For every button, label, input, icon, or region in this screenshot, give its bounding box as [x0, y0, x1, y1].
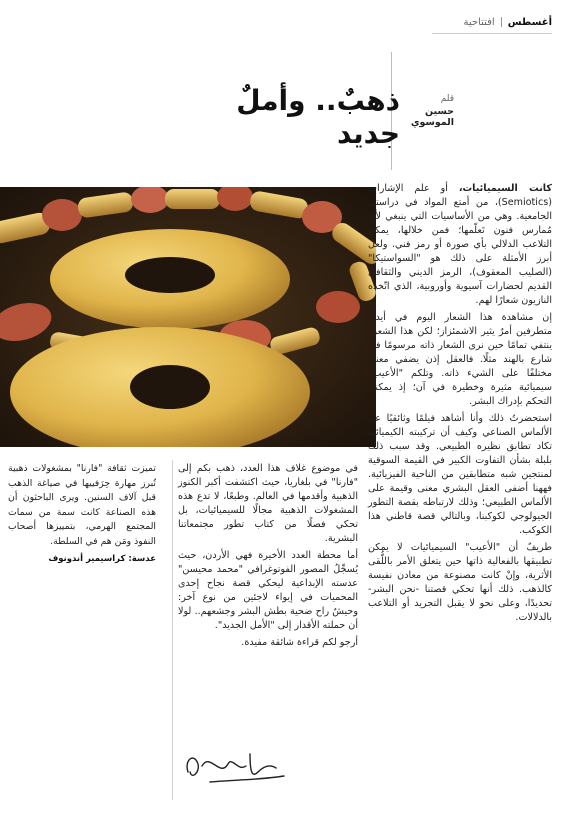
- author-byline: [394, 94, 454, 128]
- author-name: حسين الموسوي: [410, 106, 454, 128]
- paragraph-4: طريفٌ أن "الأعيب" السيميائيات لا يمكن تطبيقها بالفعالية ذاتها حين يتعلق الأمر باللُّقى الأثرية، وإنْ كانت مصنوعة من معادن نفيسة كالذهب. ذلك أنها تحكي قصتنا -نحن البشر- تحديدًا، وعلى نحو لا يقبل التجريد أو التلاعب بالدلالات.: [368, 542, 552, 623]
- title-block: [24, 52, 552, 170]
- paragraph-2: إن مشاهدة هذا الشعار اليوم في أيدي متطرفين أمرٌ يثير الاشمئزاز؛ لكن هذا الشعور ينتفي تمامًا حين نرى الشعار ذاته مرسومًا في شارع بالهند مثلًا. فالعقل إذن يضفي معنىً مختلفًا على الشيء ذاته. وتلكم "الأعيب" سيميائية مثيرة وخطيرة في آن؛ إذ يمكنها التحكم بإدراك البشر.: [368, 312, 552, 407]
- title-wrap: [204, 84, 400, 150]
- paragraph-1: [368, 182, 552, 308]
- gold-artifact-illustration: [0, 187, 376, 447]
- pen-label: قلم: [440, 94, 454, 104]
- caption-text: تميزت ثقافة "فارنا" بمشغولات ذهبية تُبرز مهارة حِرَفييها في صياغة الذهب قبل آلاف السنين. ويرى الباحثون أن هذه الصناعة كانت سمة من سمات المجتمع الهرمي، بتمييزها أصحاب النفوذ ومَن هم في السلطة.: [8, 463, 156, 547]
- upper-gold-disc: [50, 229, 290, 329]
- section-name: افتتاحية: [463, 16, 495, 28]
- article-title: ذهبٌ.. وأملٌ جديد: [236, 84, 400, 150]
- paragraph-7: أرجو لكم قراءة شائقة مفيدة.: [241, 637, 358, 648]
- header-rule: [432, 33, 552, 34]
- paragraph-6: أما محطة العدد الأخيرة فهي الأردن، حيث يُسجِّلُ المصور الفوتوغرافي "محمد محيسن" عدسته الإبداعية ليحكي قصة نجاح إحدى المحميات في إيواء لاجئين من نوع آخر: وحيشٌ راح ضحية بطش البشر وجشعهم.. لولا أن حملته الأقدار إلى "الأمل الجديد".: [178, 550, 358, 631]
- page-header: [24, 14, 552, 30]
- photo-caption: [8, 462, 156, 566]
- paragraph-5: في موضوع غلاف هذا العدد، ذهب بكم إلى "فارنا" في بلغاريا، حيث اكتشفت أكبر الكنوز الذهبية وأقدمها في العالم. وطبعًا، لا تدع هذه المشغولات الذهبية مجالًا للسيميائيات، بل تحكي فصلًا من كتاب تطور مجتمعاتنا البشرية.: [178, 463, 358, 544]
- issue-month: أغسطس: [507, 16, 552, 28]
- cover-photo: [0, 187, 376, 447]
- body-column-right: [368, 182, 552, 628]
- paragraph-3: استحضرتُ ذلك وأنا أشاهد فيلمًا وثائقيًا عن الألماس الصناعي وكيف أن تركيبته الكيميائية تكاد تطابق نظيره الطبيعي. وقد سبب ذلك بلبلة بشأن التفاوت الكبير في القيمة السوقية لمنتجين شبه متطابقين من الناحية الفيزيائية. فههنا أضفى العقل البشري معنى وقيمة على الألماس الطبيعي؛ وذلك لارتباطه بقصة التطور الجيولوجي لكوكبنا، وبالتالي قصة قاطني هذا الكوكب.: [368, 413, 552, 536]
- column-divider: [172, 460, 173, 800]
- paragraph-1-text: أو علم الإشارات (Semiotics)، من أمتع المواد في دراستي الجامعية. وهي من الأساسيات التي ينبغي لأي مُمارس فنون تَعلّمها؛ فمن خلالها، يمكن التلاعب الدلالي بأي صورة أو رمز فني. ولعل أبرز الأمثلة على ذلك هو "السواستيكا" (الصليب المعقوف)، الرمز الديني والثقافي القديم لحضارات آسيوية وأوروبية، الذي اتّخذه النازيون شعارًا لهم.: [368, 183, 552, 306]
- photo-credit: عدسة: كراسيمير أندونوف: [48, 554, 156, 564]
- body-column-middle: [178, 462, 358, 653]
- lead-phrase: كانت السيميائيات،: [458, 183, 552, 194]
- author-signature: [180, 742, 290, 788]
- header-separator: [501, 17, 502, 27]
